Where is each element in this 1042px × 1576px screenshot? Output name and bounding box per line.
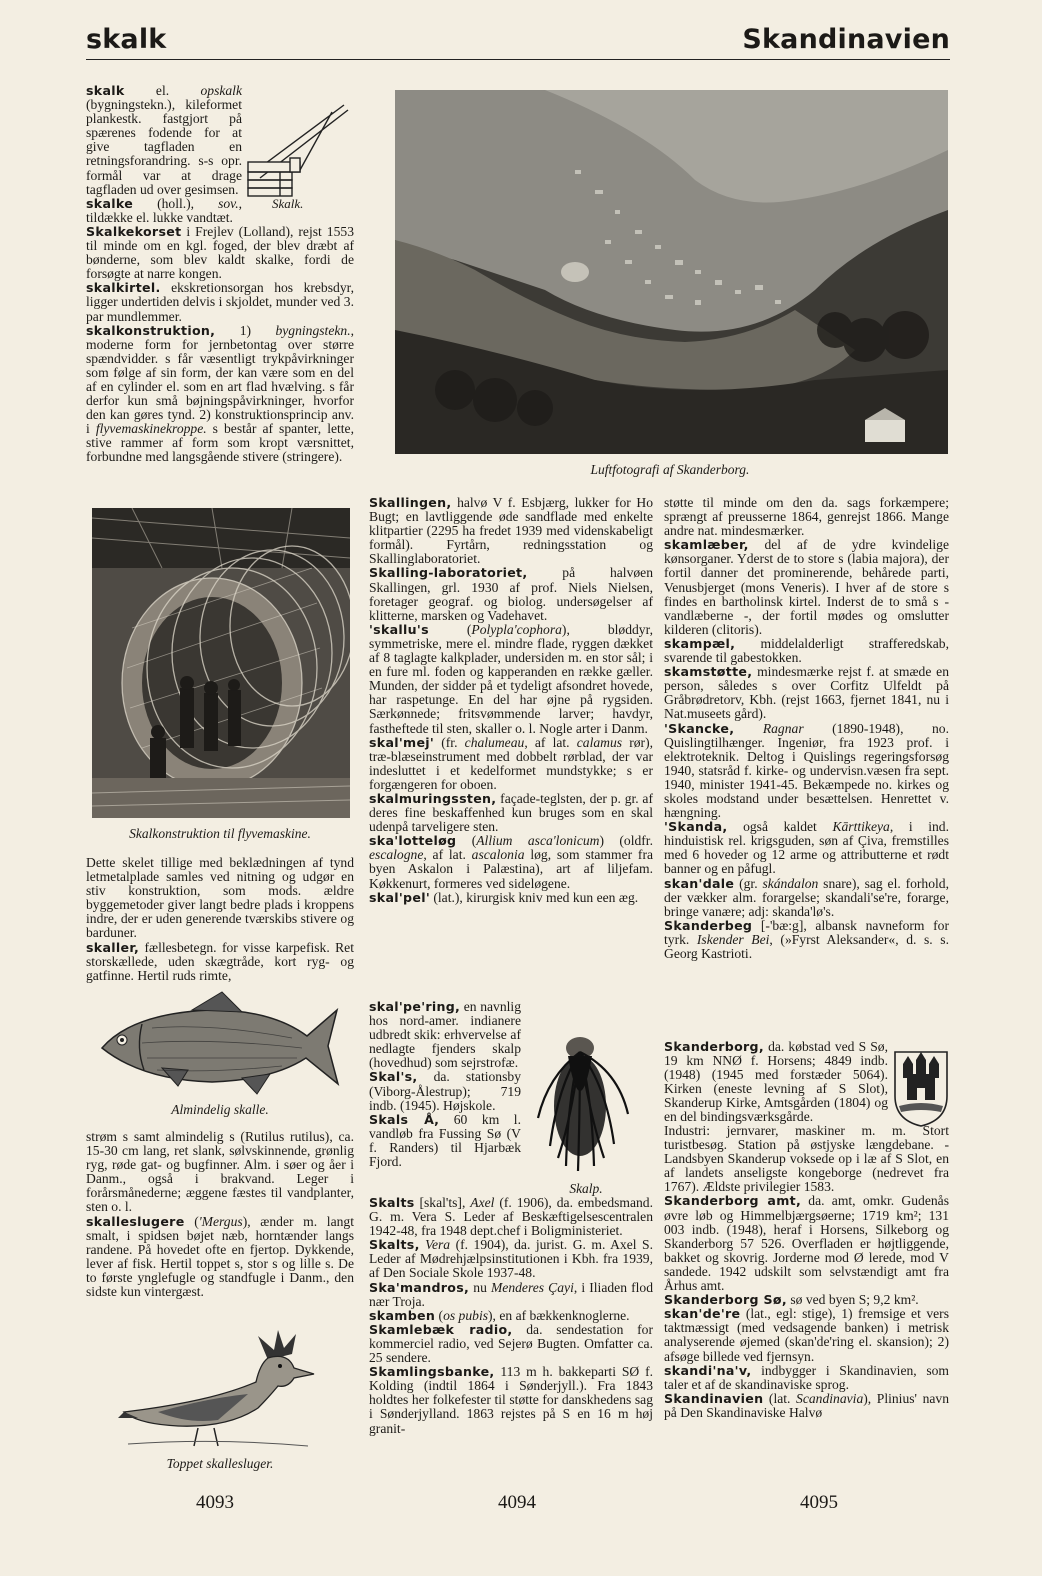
col3-entry: skampæl, middelalderligt strafferedskab, svarende til gabestokken.	[664, 635, 949, 666]
col1-bottom-entry: skalleslugere ('Mergus), ænder m. langt smalt, i spidsen bøjet næb, horntænder langs randene. På hovedet ofte en fjertop. Dykkende, lever af fisk. Hertil toppet s, stor s og lille s. De to første ynglefugle og standfugle i Danm., den sidste kun vintergæst.	[86, 1213, 354, 1300]
column-2	[369, 496, 653, 905]
scalp-illustration	[528, 1026, 638, 1178]
col2-bottom-entry: Ska'mandros, nu Menderes Çayi, i Iliaden flod nær Troja.	[369, 1279, 654, 1309]
col3-bottom-entry: Skanderborg amt, da. amt, omkr. Gudenås øvre løb og Himmelbjærgsøerne; 1719 km²; 131 003 indb. (1948), heraf i Horsens, Silkeborg og Skanderborg 57 526. Overfladen er højtliggende, bakket og skovrig. Jorderne mod Ø lerede, mod V sandede. 1942 udskilt som selvstændigt amt fra Århus amt.	[664, 1193, 949, 1294]
col2-scalp-entry: skal'pe'ring, en navnlig hos nord-amer. indianere udbredt skik: erhvervelse af nedlagte fjenders skalp (hovedhud) som sejrstrofæ.	[369, 999, 521, 1071]
col2-scalp-entry: Skals Å, 60 km l. vandløb fra Fussing Sø (V f. Randers) til Hjarbæk Fjord.	[369, 1111, 521, 1170]
col2-entry: skal'mej' (fr. chalumeau, af lat. calamus rør), træ-blæseinstrument med dobbelt rørblad, der var indesluttet i et kedelformet mundstykke; s er forgængeren for oboen.	[369, 734, 653, 792]
col2-entry: 'skallu's (Polypla'cophora), bløddyr, symmetriske, mere el. mindre flade, ryggen dækket af 8 taglagte kalkplader, undersiden m. en stor sål; i en fure ml. foden og kapperanden en række gæller. Munden, der sidder på et tydeligt afsondret hovede, har raspetunge. En del har øjne på rygsiden. Særkønnede; fritsvømmende larver; havdyr, fastheftede til sten, skaller o. l. Nogle arter i Danm.	[369, 621, 653, 736]
fish-illustration	[92, 988, 342, 1098]
aerial-caption: Luftfotografi af Skanderborg.	[590, 462, 750, 477]
col3-entry: skamlæber, del af de ydre kvindelige kønsorganer. Yderst de to store s (labia majora), der fortil danner det prominerende, behårede parti, Venusbjerget (mons Veneris). I hver af de store s findes en bartholinsk kirtel. Inderst de to små s - vandlæberne -, der fortil mødes og omslutter kilderen (clitoris).	[664, 537, 949, 637]
col1-top-entry: Skalkekorset i Frejlev (Lolland), rejst 1553 til minde om en kgl. foged, der blev dræbt af bønderne, som blev kaldt skalke, fordi de forsøgte at narre kongen.	[86, 223, 354, 282]
skalk-drawing	[240, 100, 352, 210]
col2-entry: skalmuringssten, façade-teglsten, der p. gr. af deres fine beskaffenhed kun bruges som en skal udenpå tarveligere sten.	[369, 790, 653, 835]
col1-top-entry: skalke (holl.), sov., tildække el. lukke vandtæt.	[86, 195, 242, 225]
col3-arms-entry: Skanderborg, da. købstad ved S Sø, 19 km NNØ f. Horsens; 4849 indb. (1948) (1945 med forstæder 5064). Kirken (eneste levning af S Slot), Skanderup Kirke, Amtsgården (1804) og en del bindingsværksgårde.	[664, 1039, 888, 1125]
column-3	[664, 496, 949, 961]
bird-illustration	[118, 1328, 318, 1452]
page-number-left: 4093	[196, 1492, 234, 1513]
col3-bottom-entry: Industri: jernvarer, maskiner m. m. Stort turistbesøg. Station på østjyske længdebane. - Landsbyen Skanderup voksede op i læ af S Slot, en af landets ansеligste kongeborge (nedrevet fra 1767). Ældste privilegier 1583.	[664, 1123, 949, 1195]
col2-entry: Skalling-laboratoriet, på halvøen Skallingen, grl. 1930 af prof. Niels Nielsen, foretager geograf. og biolog. undersøgelser af klitterne, marsken og Vadehavet.	[369, 565, 653, 623]
col2-bottom-entry: skamben (os pubis), en af bækkenknoglerne.	[369, 1307, 630, 1323]
fish-caption: Almindelig skalle.	[171, 1102, 269, 1117]
bird-caption: Toppet skallesluger.	[166, 1456, 274, 1471]
column-2-scalp-section	[369, 1000, 521, 1169]
col1-middle-entry: Dette skelet tillige med beklædningen af tynd letmetalplade samles ved nitning og udgør en stiv konstruktion, som mods. ældre byggemetoder giver langt bedre plads i kroppens indre, der er uden generende tværskibs stivere og barduner.	[86, 855, 354, 941]
aircraft-construction-photo	[92, 508, 350, 818]
col1-bottom-entry: strøm s samt almindelig s (Rutilus rutilus), ca. 15-30 cm lang, ret slank, sølvskinnende, grønlig ryg, røde gat- og bugfinner. Alm. i søer og åer i Danm., også i brakvand. Leger i forårsmånederne; æggene fæstes til vandplanter, sten o. l.	[86, 1129, 354, 1215]
col1-top-entry: skalkonstruktion, 1) bygningstekn., moderne form for jernbetontag over større spændvidder. s får væsentligt trykpåvirkninger som følge af sin form, der kan være som en del af en cylinder el. som en art flad hvælving. s får derfor kun små bøjningspåvirkninger, hvorfor den kan gøres tynd. 2) konstruktionsprincip anv. i flyvemaskinekroppe. s består af spanter, lette, stive rammer af form som kropt værsnittet, forbundne med langsgående stivere (stringere).	[86, 322, 354, 465]
col3-bottom-entry: Skanderborg Sø, sø ved byen S; 9,2 km².	[664, 1292, 919, 1308]
column-2-bottom	[369, 1196, 653, 1436]
col3-bottom-entry: skan'de're (lat., egl: stige), 1) fremsige et vers taktmæssigt (med vedsagende banken) i metrisk analyserende øjemed (skan'de'ring el. skansion); 2) afsøge billede ved fjernsyn.	[664, 1306, 949, 1364]
col3-entry: skan'dale (gr. skándalon snare), sag el. forhold, der vækker alm. forargelse; skandali'se're, forarge, bringe vanære; adj: skanda'lø's.	[664, 875, 950, 919]
col3-bottom-entry: Skandinavien (lat. Scandinavia), Plinius' navn på Den Skandinaviske Halvø	[664, 1390, 950, 1420]
skanderborg-coat-of-arms	[893, 1050, 949, 1128]
col2-bottom-entry: Skalts [skal'ts], Axel (f. 1906), da. embedsmand. G. m. Vera S. Leder af Beskæftigelsescentralen 1942-48, fra 1948 dept.chef i Boligministeriet.	[369, 1195, 654, 1239]
col2-bottom-entry: Skamlebæk radio, da. sendestation for kommerciel radio, ved Sejerø Bugten. Omfatter ca. 25 sendere.	[369, 1321, 653, 1366]
header-rule	[86, 59, 950, 60]
construction-caption: Skalkonstruktion til flyvemaskine.	[129, 826, 311, 841]
col3-entry: 'Skanda, også kaldet Kārttikeya, i ind. hinduistisk rel. krigsguden, søn af Çiva, fremstilles med 6 hoveder og 12 arme og attributterne et rødt banner og en påfugl.	[664, 819, 949, 877]
col2-scalp-entry: Skal's, da. stationsby (Viborg-Ålestrup); 719 indb. (1945). Højskole.	[369, 1069, 521, 1113]
col1-top-entry: skalk el. opskalk (bygningstekn.), kileformet plankestk. fastgjort på spærenes fodende for at give tagfladen en retningsforandring. s-s opr. formål var at drage tagfladen ud over gesimsen.	[86, 83, 242, 197]
col2-bottom-entry: Skalts, Vera (f. 1904), da. jurist. G. m. Axel S. Leder af Mødrehjælpsinstitutionen i Kbh. fra 1939, af Den Sociale Skole 1937-48.	[369, 1237, 653, 1281]
col3-bottom-entry: skandi'na'v, indbygger i Skandinavien, som taler et af de skandinaviske sprog.	[664, 1362, 949, 1392]
col3-entry: skamstøtte, mindesmærke rejst f. at smæde en person, således s over Corfitz Ulfeldt på Gråbrødretorv, Kbh. (rejst 1663, fjernet 1841, nu i Nat.museets gård).	[664, 664, 949, 722]
page-number-right: 4095	[800, 1492, 838, 1513]
column-3-skanderborg-section	[664, 1040, 888, 1125]
aerial-photo-skanderborg	[395, 90, 948, 454]
running-head-left: skalk	[86, 24, 167, 55]
col3-entry: 'Skancke, Ragnar (1890-1948), no. Quislingtilhænger. Ingeniør, fra 1923 prof. i elektroteknik. Deltog i Quislings regeringsforsøg 1940, statsråd f. kirke- og undervisn.væsen fra sept. 1940, minister 1941-45. Bekæmpede no. kirkes og skoles modstand under besættelsen. Henrettet v. hængning.	[664, 720, 949, 821]
col2-entry: ska'lotteløg (Allium asca'lonicum) (oldfr. escalogne, af lat. ascalonia løg, som stammer fra byen Askalon i Palæstina), art af liljefam. Køkkenurt, formeres ved sideløgene.	[369, 833, 654, 891]
col2-entry: skal'pel' (lat.), kirurgisk kniv med kun een æg.	[369, 889, 639, 905]
column-1-bottom	[86, 1130, 354, 1299]
column-3-bottom	[664, 1124, 949, 1420]
column-1-middle	[86, 856, 354, 983]
running-head-right: Skandinavien	[742, 24, 950, 55]
col1-top-entry: skalkirtel. ekskretionsorgan hos krebsdyr, ligger undertiden delvis i skjoldet, munder ved 3. par mundlemmer.	[86, 280, 354, 324]
col3-entry: Skanderbeg [-'bæ:g], albansk navneform for tyrk. Iskender Bei, (»Fyrst Aleksander«, d. s. s. Georg Kastrioti.	[664, 917, 949, 961]
scalp-caption: Skalp.	[569, 1181, 603, 1196]
skalk-label: Skalk.	[272, 196, 304, 211]
page-number-middle: 4094	[498, 1492, 536, 1513]
col3-entry: støtte til minde om den da. sags forkæmpere; sprængt af preusserne 1864, genrejst 1866. Mange andre nat. mindesmærker.	[664, 495, 949, 539]
col2-entry: Skallingen, halvø V f. Esbjærg, lukker for Ho Bugt; en lavtliggende øde sandflade med enkelte klitpartier (2295 ha fredet 1939 med videnskabeligt formål). Fyrtårn, redningsstation og Skallinglaboratoriet.	[369, 495, 653, 567]
col1-middle-entry: skaller, fællesbetegn. for visse karpefisk. Ret storskællede, uden skægtråde, kort ryg- og gatfinne. Hertil ruds rimte,	[86, 939, 354, 983]
col2-bottom-entry: Skamlingsbanke, 113 m h. bakkeparti SØ f. Kolding (indtil 1864 i Sønderjyll.). Fra 1843 holdtes her folkefester til støtte for danskhedens sag i Sønderjylland. 1863 rejstes på S en 16 m høj granit-	[369, 1364, 653, 1436]
